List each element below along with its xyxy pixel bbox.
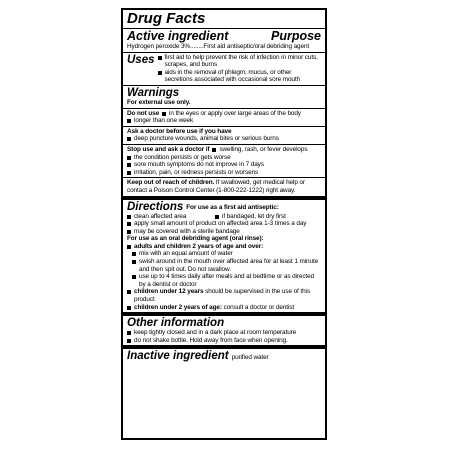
stop-use-item: irritation, pain, or redness persists or worsens bbox=[127, 169, 321, 177]
inactive-ingredient-text: purified water bbox=[231, 354, 269, 362]
stop-use-item: swelling, rash, or fever develops bbox=[212, 146, 307, 154]
oral-sub-item: use up to 4 times daily after meals and at bedtime or as directed by a dentist or doctor bbox=[127, 273, 321, 288]
inactive-ingredient-heading: Inactive ingredient bbox=[127, 350, 229, 363]
under-2-item bbox=[127, 304, 321, 312]
other-info-item: keep tightly closed and in a dark place at room temperature bbox=[127, 329, 321, 337]
oral-adults-item: adults and children 2 years of age and over: bbox=[127, 243, 321, 251]
external-use-text: For external use only. bbox=[127, 98, 191, 106]
drug-facts-title: Drug Facts bbox=[127, 10, 206, 27]
first-aid-label: For use as a first aid antiseptic: bbox=[186, 203, 279, 211]
uses-heading: Uses bbox=[127, 53, 155, 66]
keep-out-text: If swallowed, get medical help or contact a Poison Control Center (1-800-222-1222) right away. bbox=[127, 179, 305, 194]
under-12-text: should be supervised in the use of this product bbox=[134, 288, 310, 304]
stop-use-item: the condition persists or gets worse bbox=[127, 154, 321, 162]
directions-item: may be covered with a sterile bandage bbox=[127, 228, 321, 236]
directions-item: apply small amount of product on affected area 1-3 times a day bbox=[127, 220, 321, 228]
under-12-bold: children under 12 years bbox=[134, 288, 204, 296]
do-not-use-item: longer than one week bbox=[127, 117, 321, 125]
uses-item: first aid to help prevent the risk of infection in minor cuts, scrapes, and burns bbox=[158, 54, 322, 69]
ask-doctor-item: deep puncture wounds, animal bites or serious burns bbox=[127, 135, 321, 143]
other-info-item: do not shake bottle. Hold away from face when opening. bbox=[127, 337, 321, 345]
uses-item: aids in the removal of phlegm, mucus, or other secretions associated with occasional sore mouth bbox=[158, 69, 322, 84]
do-not-use-label: Do not use bbox=[127, 109, 160, 117]
directions-item: if bandaged, let dry first bbox=[215, 213, 286, 221]
directions-heading: Directions bbox=[127, 200, 184, 213]
oral-label: For use as an oral debriding agent (oral rinse): bbox=[127, 235, 264, 243]
keep-out-bold: Keep out of reach of children. bbox=[127, 179, 215, 187]
under-12-item bbox=[127, 288, 321, 303]
do-not-use-item: in the eyes or apply over large areas of the body bbox=[162, 110, 301, 118]
ask-doctor-label: Ask a doctor before use if you have bbox=[127, 127, 232, 135]
under-2-bold: children under 2 years of age: bbox=[134, 303, 222, 311]
directions-item: clean affected area bbox=[127, 213, 212, 221]
under-2-text: consult a doctor or dentist bbox=[221, 303, 295, 311]
oral-sub-item: mix with an equal amount of water bbox=[127, 250, 321, 258]
purpose-heading: Purpose bbox=[270, 29, 321, 43]
drug-facts-panel bbox=[121, 8, 327, 440]
oral-sub-item: swish around in the mouth over affected area for at least 1 minute and then spit out. Do not swallow. bbox=[127, 258, 321, 273]
stop-use-label: Stop use and ask a doctor if bbox=[127, 145, 210, 153]
stop-use-item: sore mouth symptoms do not improve in 7 days bbox=[127, 161, 321, 169]
keep-out-of-reach bbox=[127, 179, 321, 194]
active-ingredient-line: Hydrogen peroxide 3%........First aid antiseptic/oral debriding agent bbox=[127, 43, 310, 50]
warnings-heading: Warnings bbox=[127, 86, 180, 99]
other-info-heading: Other information bbox=[127, 317, 225, 330]
active-ingredient-heading: Active ingredient bbox=[127, 29, 229, 43]
